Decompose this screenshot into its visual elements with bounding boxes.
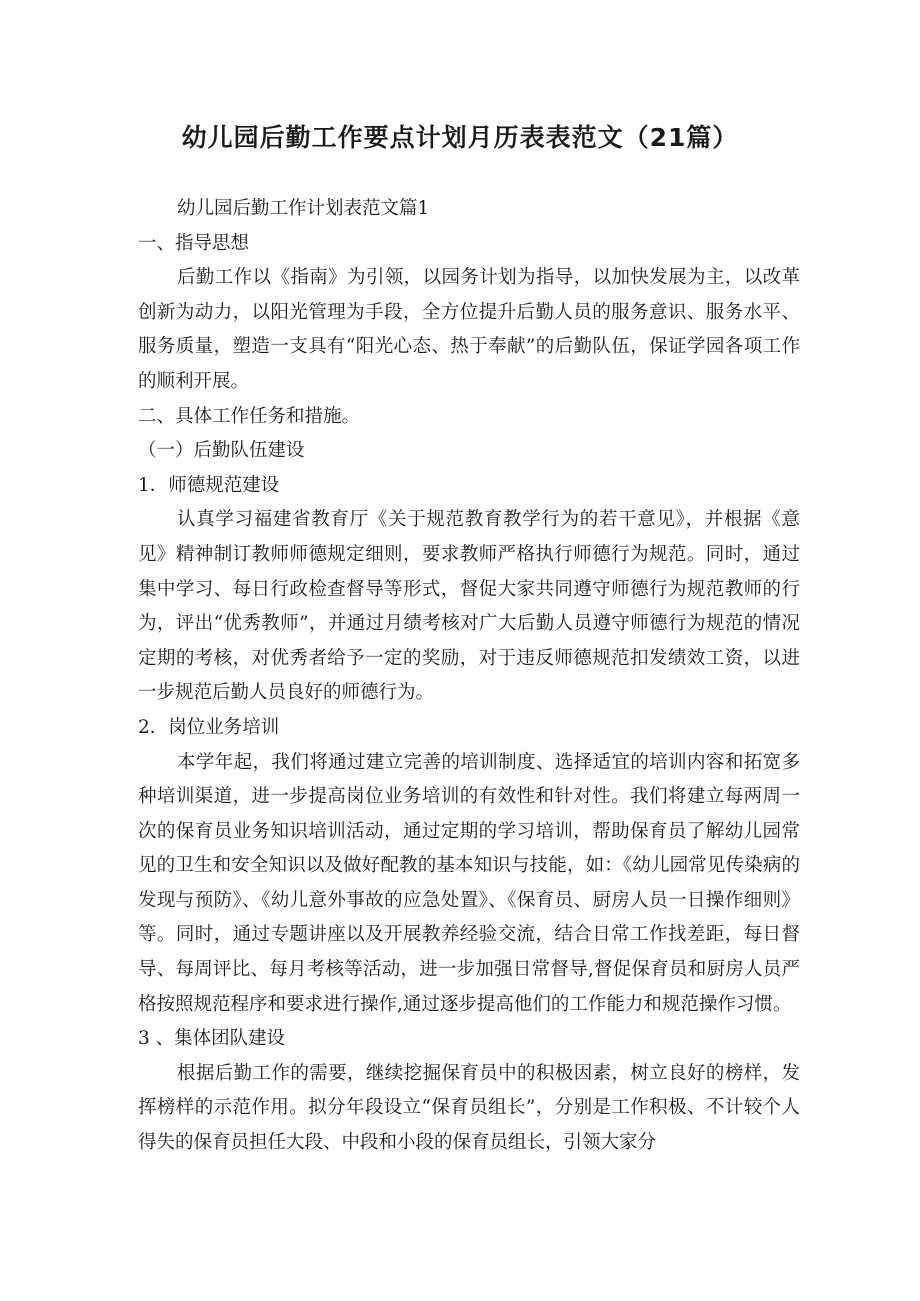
- paragraph-training: 本学年起，我们将通过建立完善的培训制度、选择适宜的培训内容和拓宽多种培训渠道，进一步提高岗位业务培训的有效性和针对性。我们将建立每两周一次的保育员业务知识培训活动，通过定期的学习培训，帮助保育员了解幼儿园常见的卫生和安全知识以及做好配教的基本知识与技能，如：《幼儿园常见传染病的发现与预防》、《幼儿意外事故的应急处置》、《保育员、厨房人员一日操作细则》等。同时，通过专题讲座以及开展教养经验交流，结合日常工作找差距，每日督导、每周评比、每月考核等活动，进一步加强日常督导,督促保育员和厨房人员严格按照规范程序和要求进行操作,通过逐步提高他们的工作能力和规范操作习惯。: [138, 751, 800, 1015]
- item-heading-ethics: 1．师德规范建设: [138, 474, 280, 496]
- document-title: 幼儿园后勤工作要点计划月历表表范文（21篇）: [181, 123, 739, 152]
- document-body: [138, 192, 800, 1161]
- item-heading-team: 3 、集体团队建设: [138, 1028, 286, 1050]
- section-heading-guiding-ideology: 一、指导思想: [138, 232, 250, 254]
- paragraph-guiding-ideology: 后勤工作以《指南》为引领，以园务计划为指导，以加快发展为主，以改革创新为动力，以阳光管理为手段，全方位提升后勤人员的服务意识、服务水平、服务质量，塑造一支具有“阳光心态、热于奉献”的后勤队伍，保证学园各项工作的顺利开展。: [138, 267, 800, 392]
- subsection-heading-team-building: （一）后勤队伍建设: [138, 440, 305, 462]
- section-subtitle: 幼儿园后勤工作计划表范文篇1: [177, 198, 430, 219]
- paragraph-team: 根据后勤工作的需要，继续挖掘保育员中的积极因素，树立良好的榜样，发挥榜样的示范作用。拟分年段设立“保育员组长”，分别是工作积极、不计较个人得失的保育员担任大段、中段和小段的保育员组长，引领大家分: [138, 1062, 800, 1154]
- section-heading-tasks: 二、具体工作任务和措施。: [138, 405, 361, 427]
- item-heading-training: 2．岗位业务培训: [138, 716, 280, 738]
- paragraph-ethics: 认真学习福建省教育厅《关于规范教育教学行为的若干意见》，并根据《意见》精神制订教师师德规定细则，要求教师严格执行师德行为规范。同时，通过集中学习、每日行政检查督导等形式，督促大家共同遵守师德行为规范教师的行为，评出“优秀教师”，并通过月绩考核对广大后勤人员遵守师德行为规范的情况定期的考核，对优秀者给予一定的奖励，对于违反师德规范扣发绩效工资，以进一步规范后勤人员良好的师德行为。: [138, 509, 800, 704]
